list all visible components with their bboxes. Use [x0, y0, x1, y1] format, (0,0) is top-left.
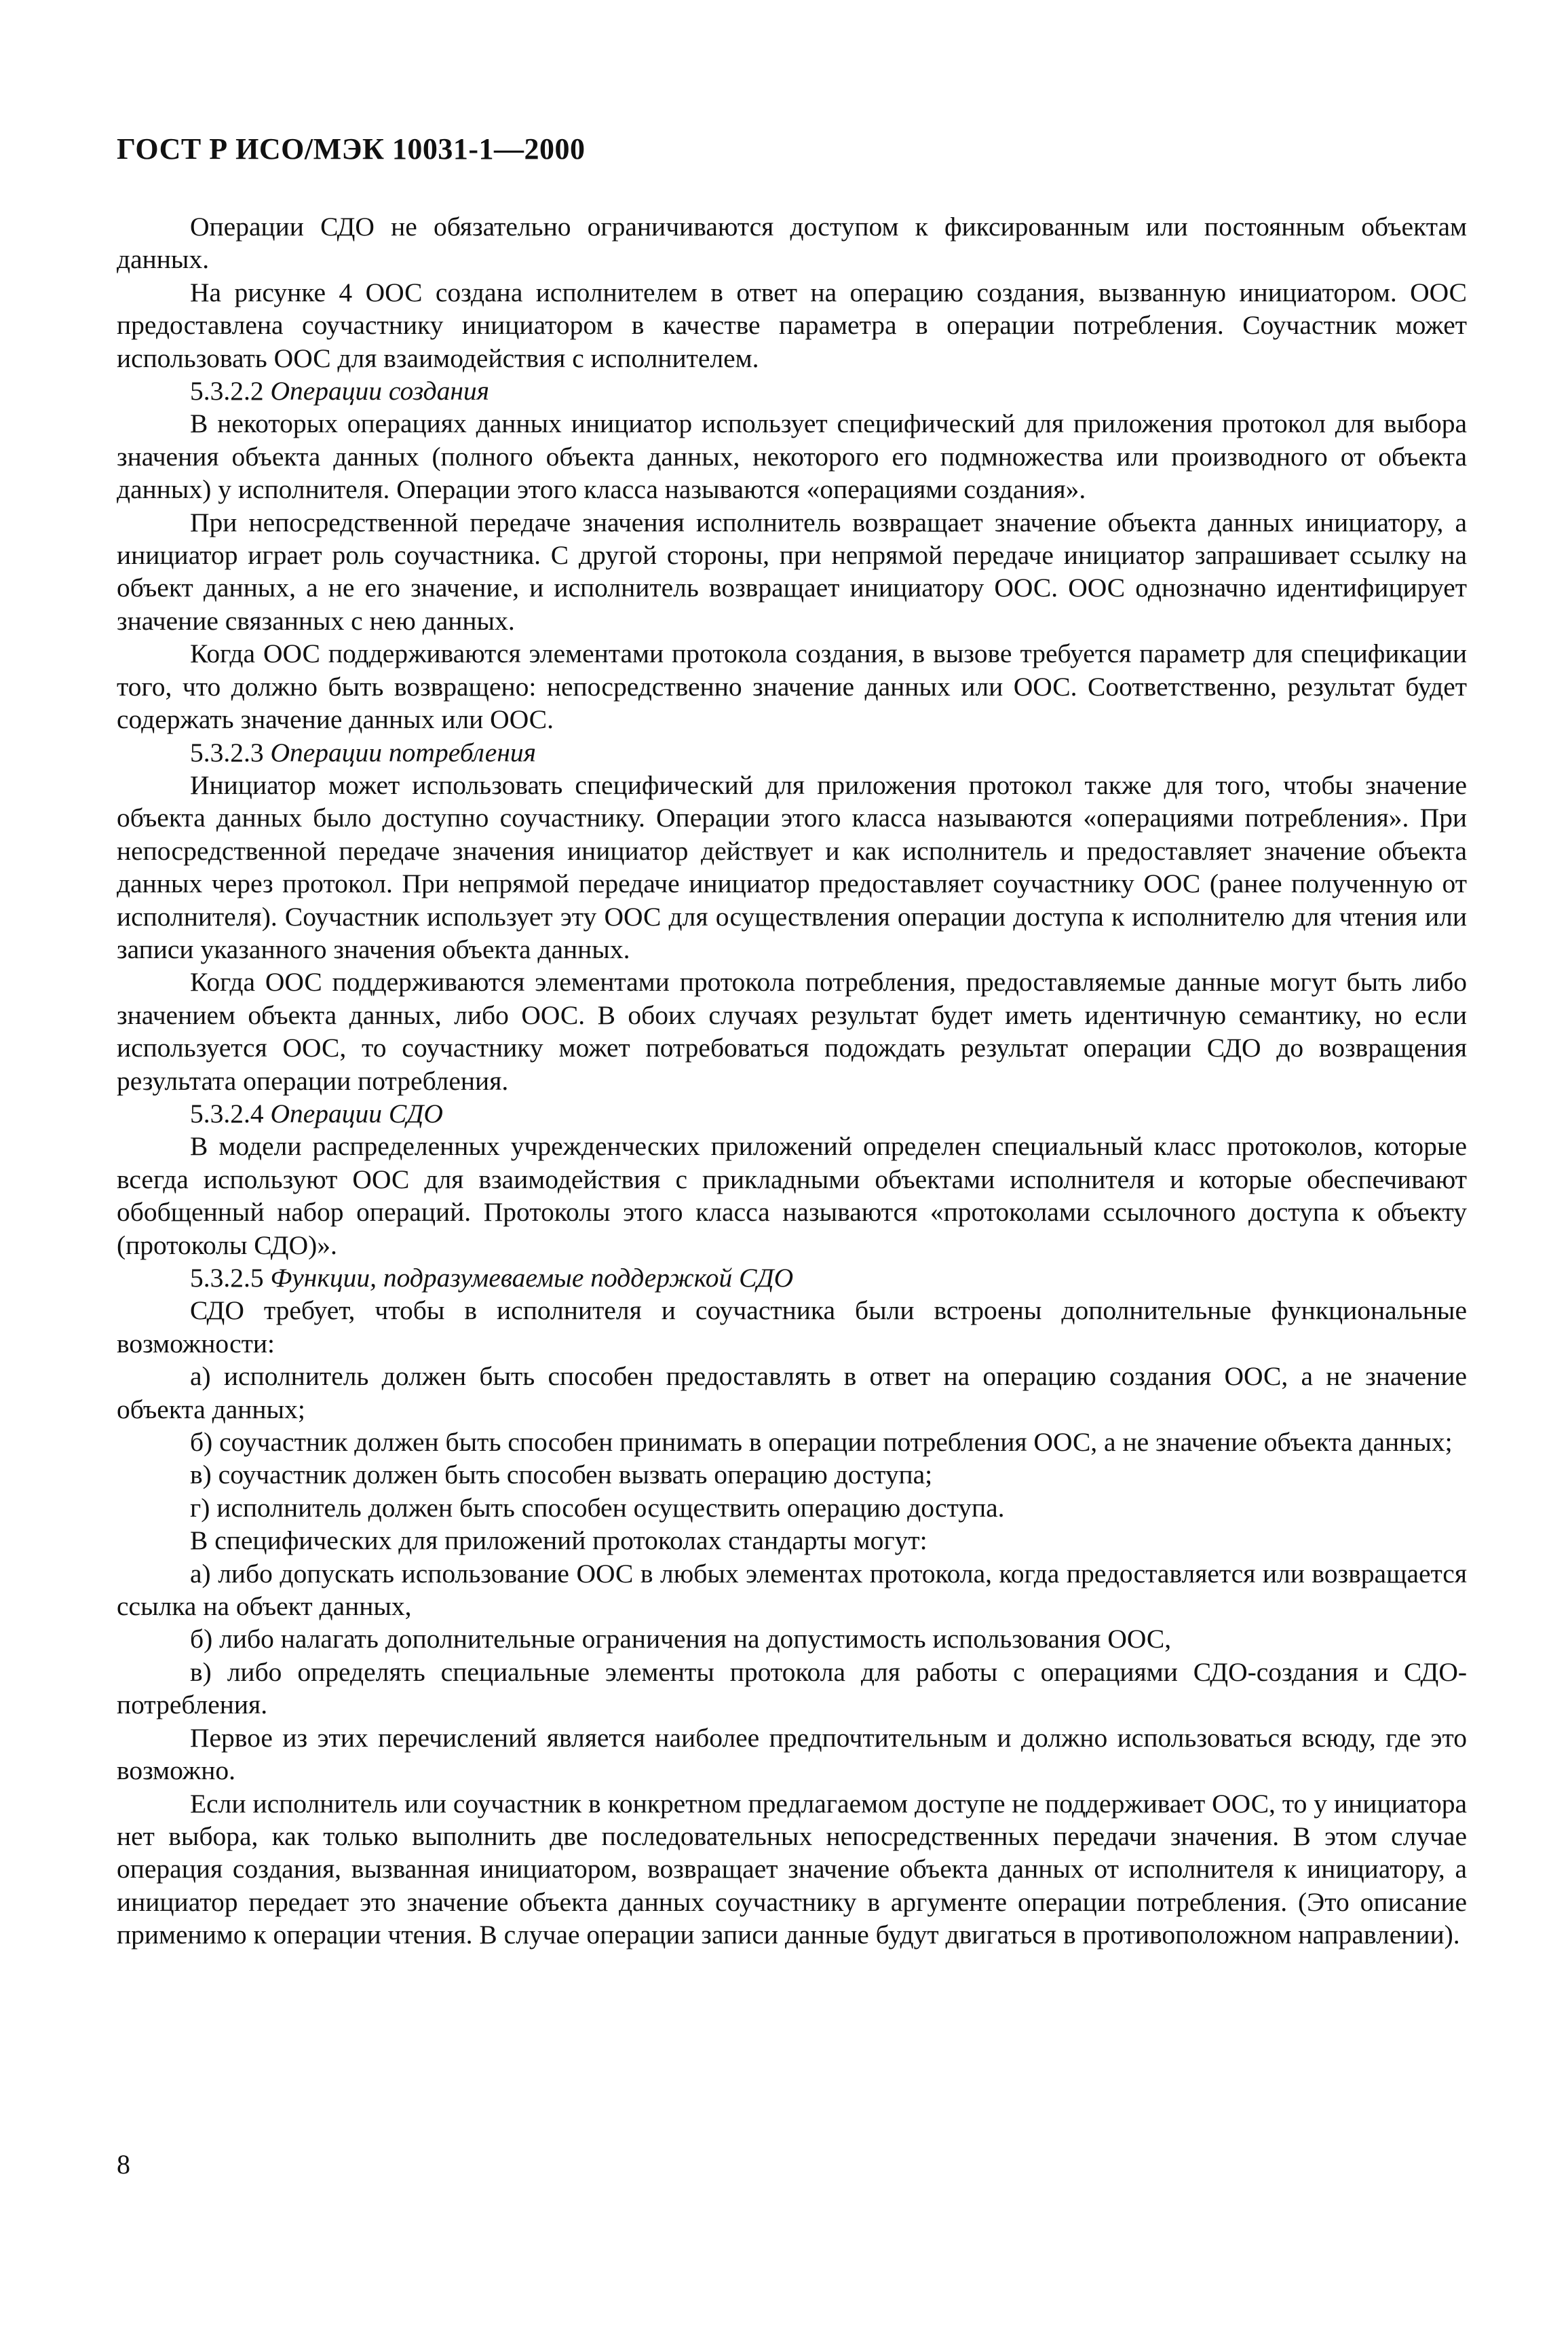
section-number: 5.3.2.2: [190, 376, 264, 406]
paragraph: В некоторых операциях данных инициатор использует специфический для приложения протокол для выбора значения объекта данных (полного объекта данных, некоторого его подмножества или производного от объекта данных) у исполнителя. Операции этого класса называются «операциями создания».: [117, 408, 1467, 505]
paragraph: Когда ООС поддерживаются элементами протокола создания, в вызове требуется параметр для спецификации того, что должно быть возвращено: непосредственно значение данных или ООС. Соответственно, результат будет содержать значение данных или ООС.: [117, 639, 1467, 735]
paragraph: СДО требует, чтобы в исполнителя и соучастника были встроены дополнительные функциональные возможности:: [117, 1295, 1467, 1358]
section-heading: [117, 1261, 1467, 1294]
paragraph: б) либо налагать дополнительные ограничения на допустимость использования ООС,: [190, 1624, 1172, 1654]
section-heading: [117, 375, 1467, 407]
paragraph: в) соучастник должен быть способен вызвать операцию доступа;: [190, 1460, 933, 1490]
page-number: 8: [117, 2149, 130, 2180]
section-number: 5.3.2.5: [190, 1263, 264, 1293]
paragraph: Первое из этих перечислений является наиболее предпочтительным и должно использоваться всюду, где это возможно.: [117, 1722, 1467, 1786]
paragraph: При непосредственной передаче значения исполнитель возвращает значение объекта данных инициатору, а инициатор играет роль соучастника. С другой стороны, при непрямой передаче инициатор запрашивает ссылку на объект данных, а не его значение, и исполнитель возвращает инициатору ООС. ООС однозначно идентифицирует значение связанных с нею данных.: [117, 507, 1467, 636]
paragraph: г) исполнитель должен быть способен осуществить операцию доступа.: [190, 1492, 1005, 1523]
paragraph: Если исполнитель или соучастник в конкретном предлагаемом доступе не поддерживает ООС, то у инициатора нет выбора, как только выполнить две последовательных непосредственных передачи значения. В этом случае операция создания, вызванная инициатором, возвращает значение объекта данных от исполнителя к инициатору, а инициатор передает это значение объекта данных соучастнику в аргументе операции потребления. (Это описание применимо к операции чтения. В случае операции записи данные будут двигаться в противоположном направлении).: [117, 1788, 1467, 1950]
paragraph: Операции СДО не обязательно ограничиваются доступом к фиксированным или постоянным объектам данных.: [117, 212, 1467, 275]
section-title: Операции создания: [270, 376, 490, 406]
paragraph: б) соучастник должен быть способен принимать в операции потребления ООС, а не значение объекта данных;: [190, 1427, 1453, 1458]
paragraph: в) либо определять специальные элементы протокола для работы с операциями СДО-создания и СДО-потребления.: [117, 1656, 1467, 1720]
section-heading: [117, 1097, 1467, 1130]
section-title: Функции, подразумеваемые поддержкой СДО: [270, 1263, 794, 1293]
paragraph: а) либо допускать использование ООС в любых элементах протокола, когда предоставляется или возвращается ссылка на объект данных,: [117, 1558, 1467, 1622]
paragraph: а) исполнитель должен быть способен предоставлять в ответ на операцию создания ООС, а не значение объекта данных;: [117, 1361, 1467, 1424]
paragraph: Когда ООС поддерживаются элементами протокола потребления, предоставляемые данные могут быть либо значением объекта данных, либо ООС. В обоих случаях результат будет иметь идентичную семантику, но если используется ООС, то соучастнику может потребоваться подождать результат операции СДО до возвращения результата операции потребления.: [117, 967, 1467, 1096]
document-body: [117, 210, 1467, 1952]
paragraph: В специфических для приложений протоколах стандарты могут:: [190, 1525, 928, 1556]
paragraph: В модели распределенных учрежденческих приложений определен специальный класс протоколов, которые всегда используют ООС для взаимодействия с прикладными объектами исполнителя и которые обеспечивают обобщенный набор операций. Протоколы этого класса называются «протоколами ссылочного доступа к объекту (протоколы СДО)».: [117, 1131, 1467, 1260]
section-title: Операции СДО: [270, 1098, 443, 1128]
section-title: Операции потребления: [270, 737, 537, 767]
paragraph: Инициатор может использовать специфический для приложения протокол также для того, чтобы значение объекта данных было доступно соучастнику. Операции этого класса называются «операциями потребления». При непосредственной передаче значения инициатор действует и как исполнитель и предоставляет значение объекта данных через протокол. При непрямой передаче инициатор предоставляет соучастнику ООС (ранее полученную от исполнителя). Соучастник использует эту ООС для осуществления операции доступа к исполнителю для чтения или записи указанного значения объекта данных.: [117, 770, 1467, 964]
section-number: 5.3.2.4: [190, 1098, 264, 1128]
paragraph: На рисунке 4 ООС создана исполнителем в ответ на операцию создания, вызванную инициатором. ООС предоставлена соучастнику инициатором в качестве параметра в операции потребления. Соучастник может использовать ООС для взаимодействия с исполнителем.: [117, 277, 1467, 373]
section-number: 5.3.2.3: [190, 737, 264, 767]
section-heading: [117, 736, 1467, 769]
document-header: ГОСТ Р ИСО/МЭК 10031-1—2000: [117, 132, 586, 166]
